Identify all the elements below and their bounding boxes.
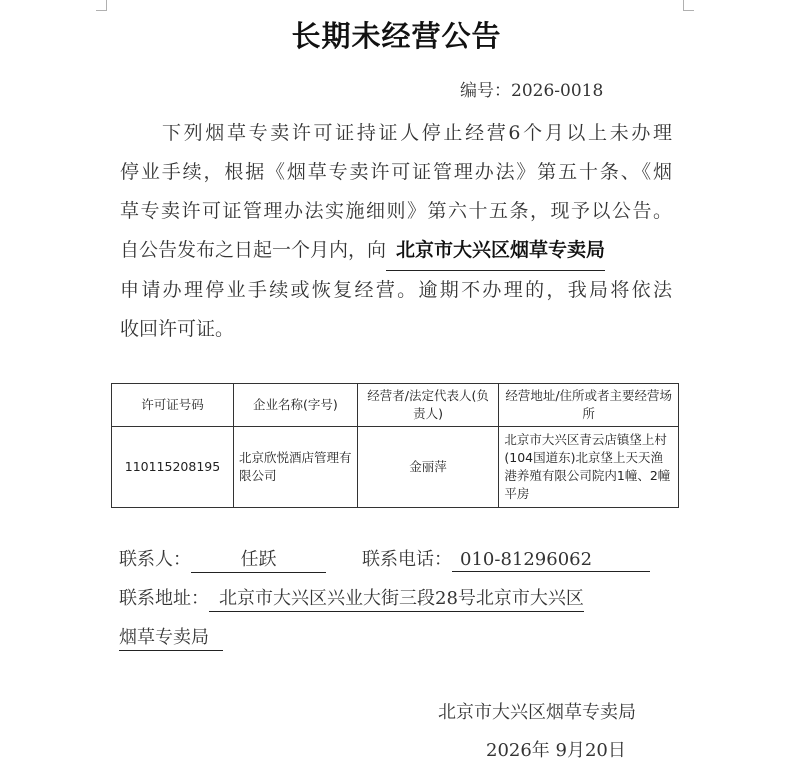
bureau-name: 北京市大兴区烟草专卖局 (386, 231, 605, 271)
cell-company-name: 北京欣悦酒店管理有限公司 (233, 427, 357, 508)
body-line: 草专卖许可证管理办法实施细则》第六十五条，现予以公告。 (120, 200, 672, 222)
notice-body (120, 114, 672, 349)
page-corner-mark-right (683, 0, 694, 11)
contact-address-row-2 (119, 623, 223, 651)
signature-organization: 北京市大兴区烟草专卖局 (438, 702, 636, 723)
body-line: 收回许可证。 (120, 318, 235, 340)
contact-person-label: 联系人： (119, 549, 191, 570)
contact-address-label: 联系地址： (119, 588, 209, 609)
table-header-row (112, 384, 679, 427)
signature-date: 2026年 9月20日 (486, 740, 626, 761)
license-table (111, 383, 679, 508)
document-number-label: 编号： (460, 81, 511, 101)
contact-address-row (119, 584, 584, 612)
body-line: 申请办理停业手续或恢复经营。逾期不办理的，我局将依法 (120, 279, 672, 301)
column-header-company-name: 企业名称(字号) (233, 384, 357, 427)
contact-address-line2: 烟草专卖局 (119, 623, 223, 651)
contact-person-row (119, 545, 650, 573)
notice-title: 长期未经营公告 (291, 19, 502, 53)
contact-person-value: 任跃 (191, 545, 326, 573)
column-header-operator: 经营者/法定代表人(负责人) (357, 384, 499, 427)
body-line: 下列烟草专卖许可证持证人停止经营6个月以上未办理 (162, 122, 672, 144)
column-header-license-no: 许可证号码 (112, 384, 234, 427)
body-line: 停业手续，根据《烟草专卖许可证管理办法》第五十条、《烟 (120, 161, 672, 183)
contact-phone-label: 联系电话： (362, 549, 452, 570)
cell-operator: 金丽萍 (357, 427, 499, 508)
table-row (112, 427, 679, 508)
page-corner-mark-left (96, 0, 107, 11)
document-number (460, 76, 603, 101)
body-line: 自公告发布之日起一个月内，向 (120, 239, 387, 261)
cell-license-no: 110115208195 (112, 427, 234, 508)
cell-address: 北京市大兴区青云店镇垡上村(104国道东)北京垡上天天渔港养殖有限公司院内1幢、2幢平房 (499, 427, 679, 508)
contact-phone-value: 010-81296062 (452, 549, 650, 572)
body-line-with-bureau (120, 231, 672, 271)
column-header-address: 经营地址/住所或者主要经营场所 (499, 384, 679, 427)
document-number-value: 2026-0018 (511, 81, 604, 101)
contact-address-line1: 北京市大兴区兴业大街三段28号北京市大兴区 (209, 584, 584, 612)
